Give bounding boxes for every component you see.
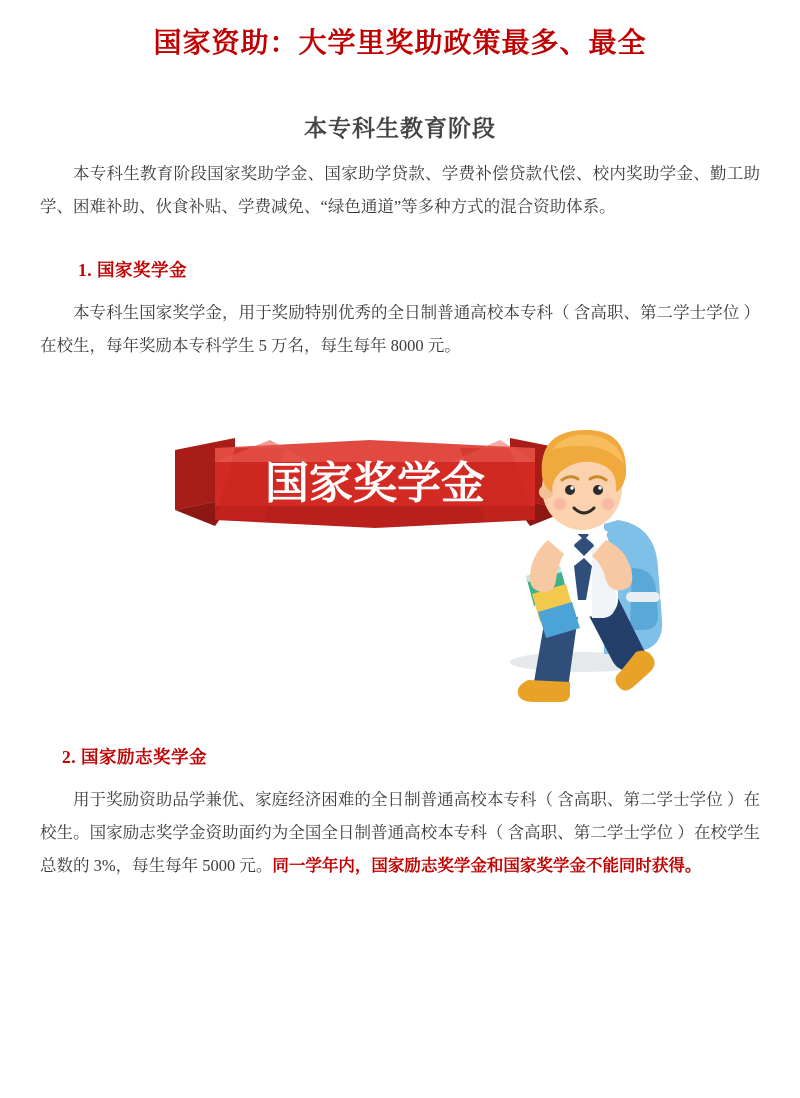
item-2-text: 用于奖励资助品学兼优、家庭经济困难的全日制普通高校本专科（ 含高职、第二学士学位 ）在校生。国家励志奖学金资助面约为全国全日制普通高校本专科（ 含高职、第二学士学位 ）在校学生总数的 3%，每生每年 5000 元。 (40, 790, 760, 876)
page-title: 国家资助：大学里奖助政策最多、最全 (153, 28, 647, 59)
item-2-heading: 2. 国家励志奖学金 (62, 747, 207, 768)
item-1-heading: 1. 国家奖学金 (78, 260, 187, 281)
intro-paragraph: 本专科生教育阶段国家奖助学金、国家助学贷款、学费补偿贷款代偿、校内奖助学金、勤工助学、困难补助、伙食补贴、学费减免、“绿色通道”等多种方式的混合资助体系。 (40, 164, 760, 217)
document-page (0, 26, 800, 1098)
section-title: 本专科生教育阶段 (304, 116, 496, 142)
scholarship-illustration (40, 380, 760, 710)
item-2-paragraph (40, 783, 760, 882)
banner-text: 国家奖学金 (265, 459, 485, 509)
item-2-emphasis: 同一学年内，国家励志奖学金和国家奖学金不能同时获得。 (272, 856, 702, 876)
head (539, 430, 626, 530)
item-1-paragraph: 本专科生国家奖学金，用于奖励特别优秀的全日制普通高校本专科（ 含高职、第二学士学位 ）在校生，每年奖励本专科学生 5 万名，每生每年 8000 元。 (40, 303, 760, 356)
